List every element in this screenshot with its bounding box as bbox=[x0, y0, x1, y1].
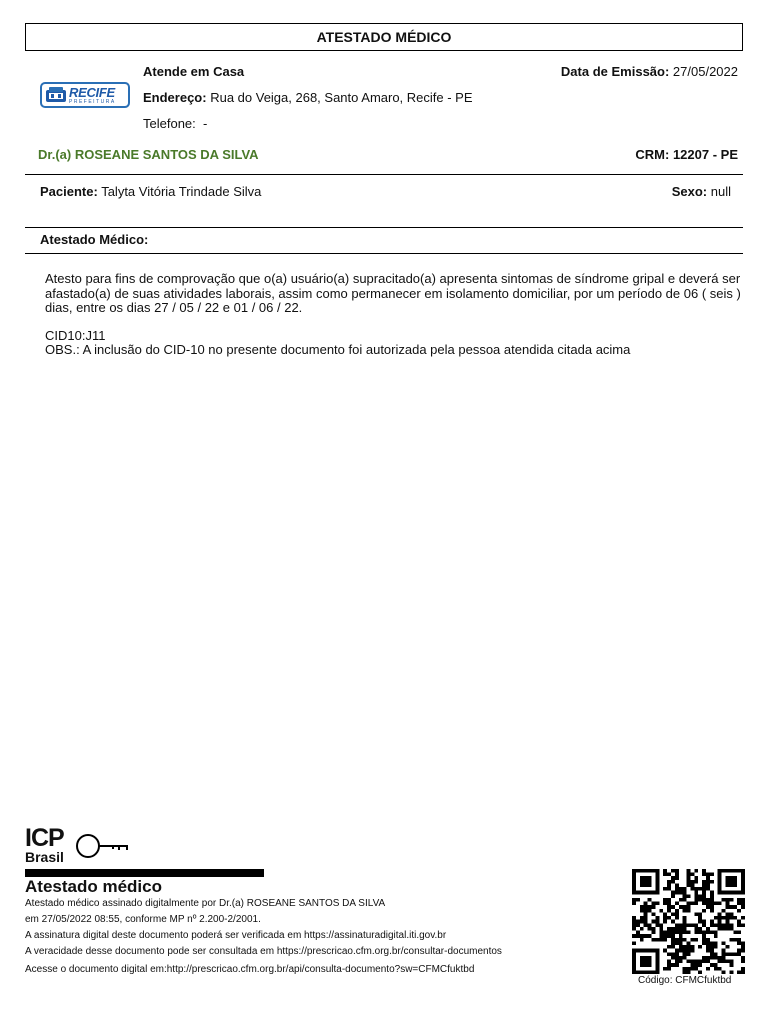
patient-label: Paciente: bbox=[40, 184, 98, 199]
obs-note: OBS.: A inclusão do CID-10 no presente documento foi autorizada pela pessoa atendida citada acima bbox=[45, 342, 631, 357]
qr-caption: Código: CFMCfuktbd bbox=[638, 975, 732, 986]
address-value: Rua do Veiga, 268, Santo Amaro, Recife - PE bbox=[210, 90, 473, 105]
footer-line: Acesse o documento digital em:http://prescricao.cfm.org.br/api/consulta-documento?sw=CFMCfuktbd bbox=[25, 964, 475, 975]
issue-date-label: Data de Emissão: bbox=[560, 64, 670, 79]
body-line: afastado(a) de suas atividades laborais, assim como permanecer em isolamento domiciliar, por um período de 06 ( seis ) bbox=[45, 285, 741, 301]
footer-title: Atestado médico bbox=[25, 877, 162, 896]
phone-label: Telefone: bbox=[143, 116, 196, 131]
doctor-crm: CRM: 12207 - PE bbox=[635, 147, 738, 162]
sex-value: null bbox=[710, 184, 731, 199]
footer-line: A assinatura digital deste documento poderá ser verificada em https://assinaturadigital.iti.gov.br bbox=[25, 930, 447, 941]
icp-brasil-logo bbox=[25, 824, 145, 868]
cid-code: CID10:J11 bbox=[45, 327, 106, 343]
qr-code[interactable] bbox=[632, 869, 745, 974]
patient-name: Talyta Vitória Trindade Silva bbox=[101, 184, 262, 199]
doctor-name: Dr.(a) ROSEANE SANTOS DA SILVA bbox=[38, 147, 259, 162]
issue-date-value: 27/05/2022 bbox=[672, 64, 738, 79]
address-label: Endereço: bbox=[143, 90, 207, 105]
divider bbox=[25, 227, 743, 228]
footer-line: A veracidade desse documento pode ser consultada em https://prescricao.cfm.org.br/consultar-documentos bbox=[25, 946, 502, 957]
footer-line: Atestado médico assinado digitalmente por Dr.(a) ROSEANE SANTOS DA SILVA bbox=[25, 898, 386, 909]
body-line: dias, entre os dias 27 / 05 / 22 e 01 / 06 / 22. bbox=[45, 300, 303, 315]
icp-text: ICP bbox=[25, 824, 64, 852]
footer-bar bbox=[25, 869, 264, 877]
key-icon bbox=[75, 833, 131, 859]
logo-subtext: PREFEITURA bbox=[69, 98, 116, 105]
body-line: Atesto para fins de comprovação que o(a) usuário(a) supracitado(a) apresenta sintomas de síndrome gripal e deverá ser bbox=[45, 271, 741, 286]
clinic-name: Atende em Casa bbox=[143, 64, 245, 79]
footer-line: em 27/05/2022 08:55, conforme MP nº 2.200-2/2001. bbox=[25, 914, 261, 925]
address-row bbox=[143, 90, 473, 105]
certificate-body bbox=[45, 272, 745, 358]
divider bbox=[25, 253, 743, 254]
phone-row bbox=[143, 116, 207, 131]
sex-label: Sexo: bbox=[671, 184, 708, 199]
sex-row bbox=[672, 184, 731, 199]
section-label: Atestado Médico: bbox=[40, 232, 149, 247]
icp-brasil-text: Brasil bbox=[25, 849, 64, 865]
patient-row bbox=[40, 184, 261, 199]
phone-value: - bbox=[203, 116, 208, 131]
document-title-text: ATESTADO MÉDICO bbox=[316, 29, 452, 45]
logo-text: RECIFE bbox=[69, 84, 115, 100]
document-title bbox=[25, 23, 743, 51]
issue-date-row bbox=[561, 64, 738, 79]
city-emblem-icon bbox=[45, 86, 67, 104]
recife-logo bbox=[40, 82, 130, 108]
divider bbox=[25, 174, 743, 175]
